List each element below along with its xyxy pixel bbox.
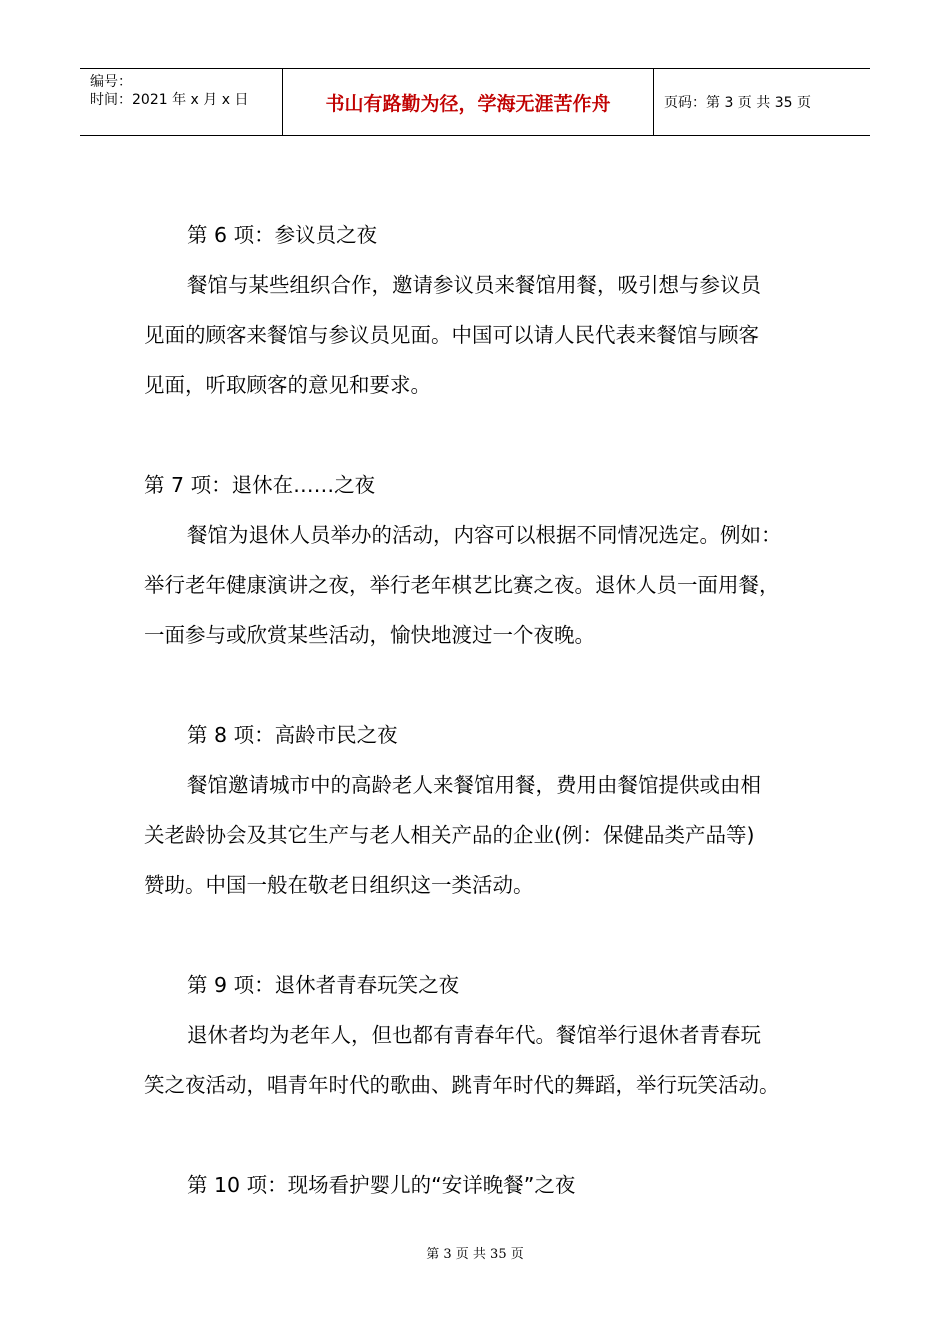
- paragraph-line: 餐馆为退休人员举办的活动，内容可以根据不同情况选定。例如：: [187, 523, 782, 547]
- document-date-label: 时间：2021 年 x 月 x 日: [90, 92, 249, 108]
- paragraph-line: 关老龄协会及其它生产与老人相关产品的企业(例：保健品类产品等): [144, 823, 755, 847]
- section-spacer: [144, 410, 824, 460]
- section-title: 第 8 项：高龄市民之夜: [187, 723, 398, 747]
- header-page-number: 页码：第 3 页 共 35 页: [664, 95, 811, 111]
- page-header: [80, 68, 870, 136]
- header-motto-cell: [282, 69, 654, 135]
- section-title: 第 9 项：退休者青春玩笑之夜: [187, 973, 460, 997]
- paragraph-line: 餐馆邀请城市中的高龄老人来餐馆用餐，费用由餐馆提供或由相: [187, 773, 761, 797]
- section-spacer: [144, 1110, 824, 1160]
- paragraph-line: 赞助。中国一般在敬老日组织这一类活动。: [144, 873, 534, 897]
- paragraph-line: 见面，听取顾客的意见和要求。: [144, 373, 431, 397]
- section-spacer: [144, 910, 824, 960]
- document-number-label: 编号：: [90, 74, 132, 90]
- header-page-cell: [654, 69, 870, 135]
- paragraph-line: 笑之夜活动，唱青年时代的歌曲、跳青年时代的舞蹈，举行玩笑活动。: [144, 1073, 780, 1097]
- section-title: 第 10 项：现场看护婴儿的“安详晚餐”之夜: [187, 1173, 576, 1197]
- paragraph-line: 餐馆与某些组织合作，邀请参议员来餐馆用餐，吸引想与参议员: [187, 273, 761, 297]
- header-motto: 书山有路勤为径，学海无涯苦作舟: [325, 93, 611, 115]
- page-footer: 第 3 页 共 35 页: [426, 1247, 524, 1262]
- paragraph-line: 举行老年健康演讲之夜，举行老年棋艺比赛之夜。退休人员一面用餐，: [144, 573, 780, 597]
- section-title: 第 6 项：参议员之夜: [187, 223, 378, 247]
- section-title: 第 7 项：退休在……之夜: [144, 473, 376, 497]
- document-body: [144, 210, 824, 1210]
- section-spacer: [144, 660, 824, 710]
- paragraph-line: 见面的顾客来餐馆与参议员见面。中国可以请人民代表来餐馆与顾客: [144, 323, 759, 347]
- paragraph-line: 退休者均为老年人，但也都有青春年代。餐馆举行退休者青春玩: [187, 1023, 761, 1047]
- paragraph-line: 一面参与或欣赏某些活动，愉快地渡过一个夜晚。: [144, 623, 595, 647]
- header-meta-cell: [80, 69, 282, 135]
